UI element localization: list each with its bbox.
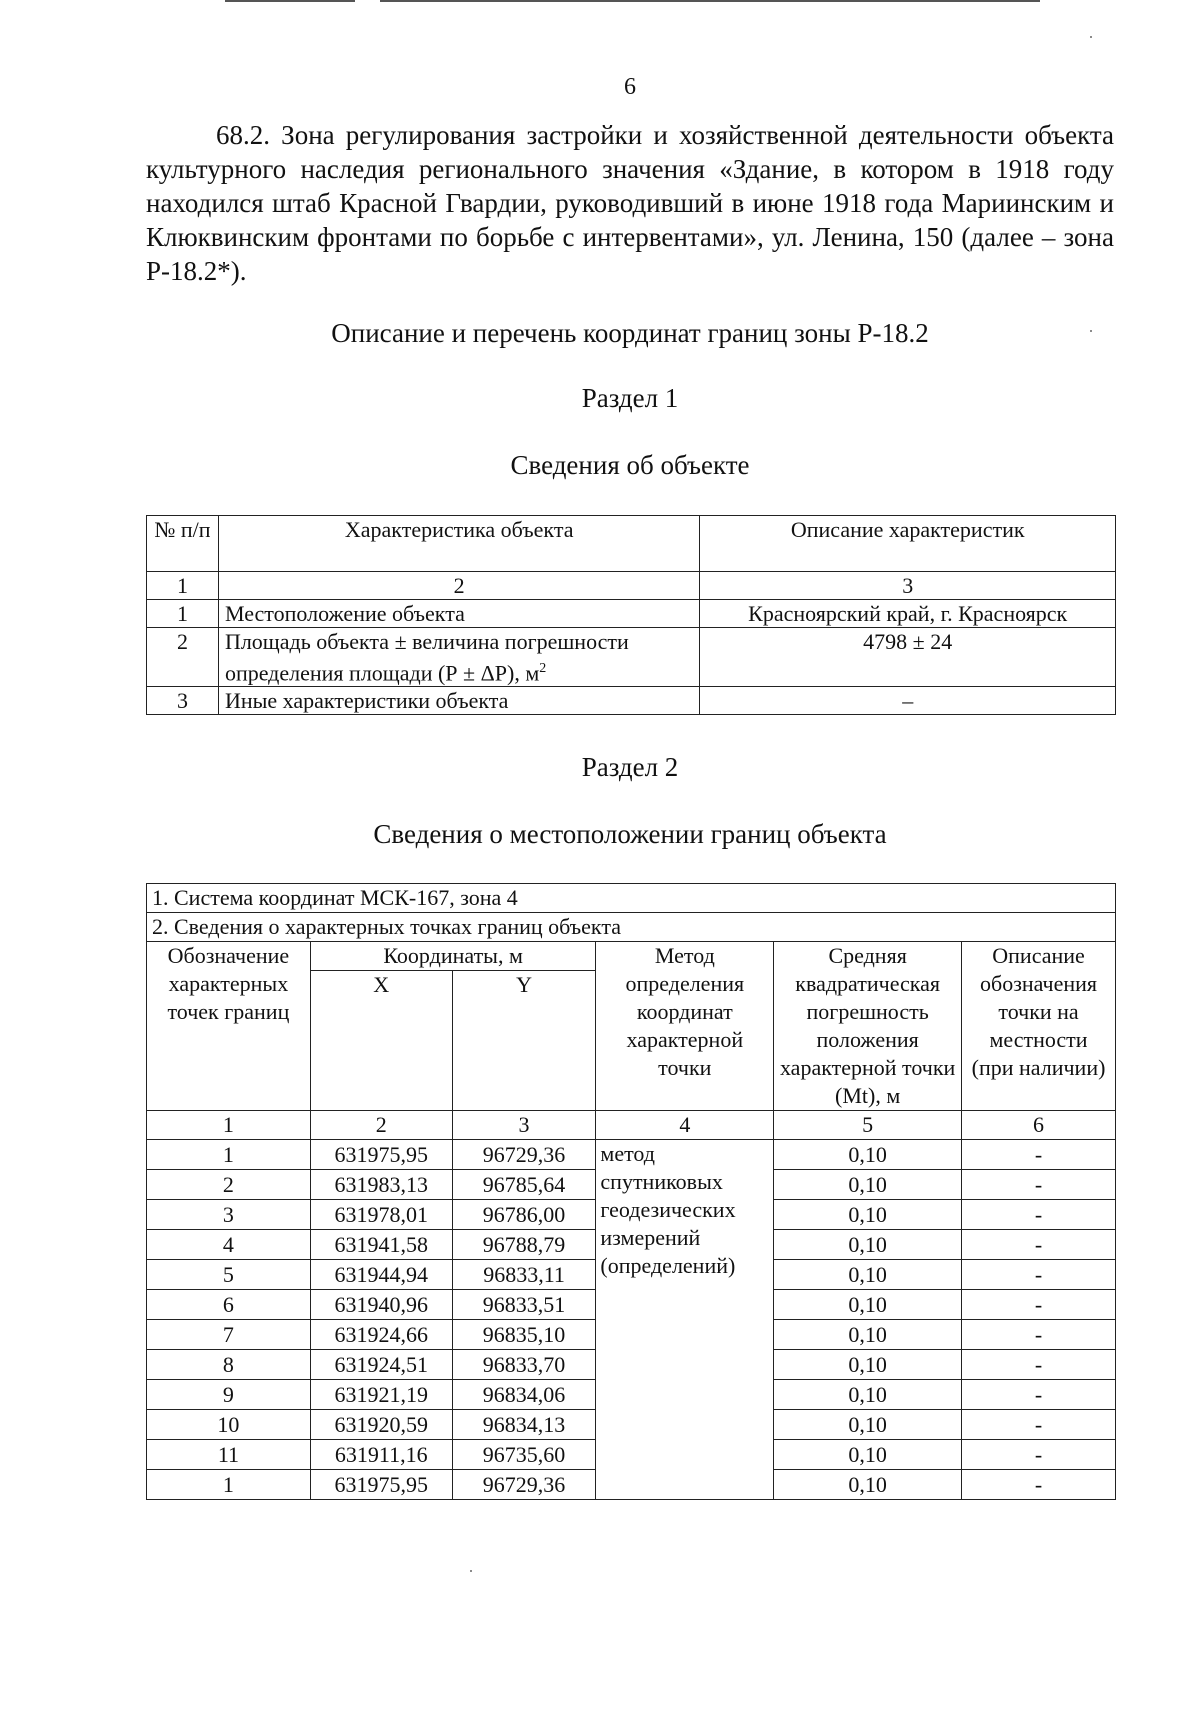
scan-top-rule xyxy=(225,0,355,2)
point-y: 96788,79 xyxy=(452,1230,596,1260)
col-header-characteristic: Характеристика объекта xyxy=(218,516,699,572)
table-numbering-row xyxy=(147,572,1116,600)
table-header-row xyxy=(147,516,1116,572)
col-header-error: Средняя квадратическая погрешность положения характерной точки (Mt), м xyxy=(774,942,962,1111)
section1-subtitle: Сведения об объекте xyxy=(510,450,750,480)
point-x: 631920,59 xyxy=(310,1410,452,1440)
col-header-num: № п/п xyxy=(147,516,219,572)
row-description: Красноярский край, г. Красноярск xyxy=(700,600,1116,628)
unit-superscript: 2 xyxy=(539,661,547,676)
boundary-points-table xyxy=(146,883,1116,1500)
col-number: 6 xyxy=(962,1111,1116,1140)
point-id: 3 xyxy=(147,1200,311,1230)
col-header-coordinates: Координаты, м xyxy=(310,942,596,971)
point-y: 96835,10 xyxy=(452,1320,596,1350)
point-mt: 0,10 xyxy=(774,1140,962,1170)
point-desc: - xyxy=(962,1290,1116,1320)
section2-label: Раздел 2 xyxy=(581,752,679,782)
point-y: 96729,36 xyxy=(452,1140,596,1170)
table-row xyxy=(147,628,1116,687)
table-header-row xyxy=(147,942,1116,971)
document-title: Описание и перечень координат границ зоны Р-18.2 xyxy=(331,318,929,348)
point-desc: - xyxy=(962,1470,1116,1500)
point-y: 96785,64 xyxy=(452,1170,596,1200)
point-x: 631975,95 xyxy=(310,1470,452,1500)
point-mt: 0,10 xyxy=(774,1290,962,1320)
point-id: 9 xyxy=(147,1380,311,1410)
points-caption: 2. Сведения о характерных точках границ объекта xyxy=(147,913,1116,942)
point-desc: - xyxy=(962,1230,1116,1260)
col-number: 2 xyxy=(310,1111,452,1140)
col-header-y: Y xyxy=(452,971,596,1111)
point-x: 631978,01 xyxy=(310,1200,452,1230)
col-number: 1 xyxy=(147,572,219,600)
row-characteristic: Иные характеристики объекта xyxy=(218,687,699,715)
point-desc: - xyxy=(962,1380,1116,1410)
point-mt: 0,10 xyxy=(774,1230,962,1260)
row-num: 3 xyxy=(147,687,219,715)
point-mt: 0,10 xyxy=(774,1350,962,1380)
point-mt: 0,10 xyxy=(774,1440,962,1470)
col-number: 1 xyxy=(147,1111,311,1140)
point-mt: 0,10 xyxy=(774,1170,962,1200)
point-x: 631911,16 xyxy=(310,1440,452,1470)
point-id: 1 xyxy=(147,1140,311,1170)
table-numbering-row xyxy=(147,1111,1116,1140)
points-caption-row xyxy=(147,913,1116,942)
point-mt: 0,10 xyxy=(774,1380,962,1410)
point-id: 4 xyxy=(147,1230,311,1260)
point-desc: - xyxy=(962,1410,1116,1440)
col-header-designation: Обозначение характерных точек границ xyxy=(147,942,311,1111)
table-row xyxy=(147,600,1116,628)
row-characteristic: Местоположение объекта xyxy=(218,600,699,628)
point-mt: 0,10 xyxy=(774,1470,962,1500)
point-x: 631940,96 xyxy=(310,1290,452,1320)
point-id: 6 xyxy=(147,1290,311,1320)
row-description: 4798 ± 24 xyxy=(700,628,1116,687)
point-x: 631924,51 xyxy=(310,1350,452,1380)
point-id: 11 xyxy=(147,1440,311,1470)
row-characteristic xyxy=(218,628,699,687)
point-x: 631975,95 xyxy=(310,1140,452,1170)
col-header-location: Описание обозначения точки на местности (при наличии) xyxy=(962,942,1116,1111)
point-id: 10 xyxy=(147,1410,311,1440)
col-number: 4 xyxy=(596,1111,774,1140)
scan-speck xyxy=(470,1570,472,1572)
point-desc: - xyxy=(962,1140,1116,1170)
point-mt: 0,10 xyxy=(774,1200,962,1230)
table-row xyxy=(147,1140,1116,1170)
point-desc: - xyxy=(962,1200,1116,1230)
point-y: 96786,00 xyxy=(452,1200,596,1230)
point-id: 5 xyxy=(147,1260,311,1290)
intro-paragraph: 68.2. Зона регулирования застройки и хозяйственной деятельности объекта культурного наследия регионального значения «Здание, в котором в 1918 году находился штаб Красной Гвардии, руководивший в июне 1918 года Мариинским и Клюквинским фронтами по борьбе с интервентами», ул. Ленина, 150 (далее – зона Р-18.2*). xyxy=(146,120,1114,286)
section2-subtitle: Сведения о местоположении границ объекта xyxy=(373,819,887,849)
scan-top-rule xyxy=(380,0,1040,2)
point-y: 96833,70 xyxy=(452,1350,596,1380)
point-y: 96833,11 xyxy=(452,1260,596,1290)
point-id: 8 xyxy=(147,1350,311,1380)
object-info-table xyxy=(146,515,1116,715)
point-y: 96735,60 xyxy=(452,1440,596,1470)
point-desc: - xyxy=(962,1260,1116,1290)
col-number: 3 xyxy=(452,1111,596,1140)
point-desc: - xyxy=(962,1170,1116,1200)
point-x: 631921,19 xyxy=(310,1380,452,1410)
row-description: – xyxy=(700,687,1116,715)
point-y: 96833,51 xyxy=(452,1290,596,1320)
point-y: 96834,06 xyxy=(452,1380,596,1410)
scan-speck xyxy=(1090,330,1092,332)
col-header-method: Метод определения координат характерной точки xyxy=(596,942,774,1111)
col-number: 2 xyxy=(218,572,699,600)
point-x: 631941,58 xyxy=(310,1230,452,1260)
point-id: 7 xyxy=(147,1320,311,1350)
col-header-x: X xyxy=(310,971,452,1111)
point-id: 1 xyxy=(147,1470,311,1500)
row-characteristic-text: Площадь объекта ± величина погрешности определения площади (Р ± ΔР), м xyxy=(224,629,629,686)
table-row xyxy=(147,687,1116,715)
row-num: 2 xyxy=(147,628,219,687)
row-num: 1 xyxy=(147,600,219,628)
scan-speck xyxy=(1090,36,1092,38)
page-number: 6 xyxy=(624,74,636,100)
point-x: 631944,94 xyxy=(310,1260,452,1290)
coord-system-row xyxy=(147,884,1116,913)
col-number: 5 xyxy=(774,1111,962,1140)
point-x: 631983,13 xyxy=(310,1170,452,1200)
point-desc: - xyxy=(962,1350,1116,1380)
point-y: 96729,36 xyxy=(452,1470,596,1500)
point-mt: 0,10 xyxy=(774,1260,962,1290)
point-y: 96834,13 xyxy=(452,1410,596,1440)
coord-system: 1. Система координат МСК-167, зона 4 xyxy=(147,884,1116,913)
point-mt: 0,10 xyxy=(774,1320,962,1350)
method-cell: метод спутниковых геодезических измерений (определений) xyxy=(596,1140,774,1500)
point-x: 631924,66 xyxy=(310,1320,452,1350)
col-number: 3 xyxy=(700,572,1116,600)
col-header-description: Описание характеристик xyxy=(700,516,1116,572)
section1-label: Раздел 1 xyxy=(581,383,679,413)
point-desc: - xyxy=(962,1320,1116,1350)
point-id: 2 xyxy=(147,1170,311,1200)
point-mt: 0,10 xyxy=(774,1410,962,1440)
point-desc: - xyxy=(962,1440,1116,1470)
